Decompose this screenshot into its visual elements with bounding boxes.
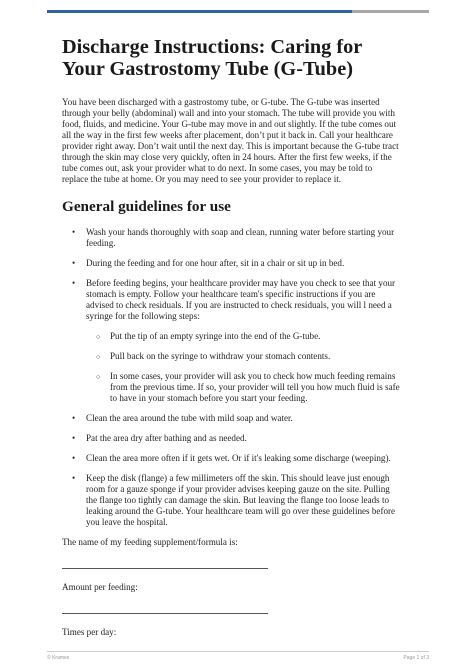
section-heading: General guidelines for use — [62, 198, 231, 215]
guideline-item: • During the feeding and for one hour after, sit in a chair or sit up in bed. — [62, 258, 400, 269]
guidelines-list — [62, 227, 400, 528]
residual-step-item: ○ In some cases, your provider will ask you to check how much feeding remains from the previous time. If so, your provider will tell you how much fluid is safe to have in your stomach before you start your feeding. — [86, 371, 400, 404]
guideline-item: • Clean the area more often if it gets wet. Or if it's leaking some discharge (weeping). — [62, 453, 400, 464]
header-bar — [47, 10, 429, 13]
supplement-blank-line — [62, 568, 268, 569]
intro-paragraph: You have been discharged with a gastrostomy tube, or G-tube. The G-tube was inserted through your belly (abdominal) wall and into your stomach. The tube will provide you with food, fluids, and medicine. Your G-tube may move in and out slightly. If the tube comes out all the way in the first few weeks after placement, don’t put it back in. Call your healthcare provider right away. Don’t wait until the next day. This is important because the G-tube tract through the skin may close very quickly, often in 24 hours. After the first few weeks, if the tube comes out, ask your provider what to do next. In some cases, you may be told to replace the tube at home. Or you may need to see your provider to replace it. — [62, 97, 399, 184]
residual-steps-list — [86, 331, 400, 404]
residual-step-item: ○ Put the tip of an empty syringe into the end of the G-tube. — [86, 331, 400, 342]
supplement-label: The name of my feeding supplement/formula is: — [62, 537, 238, 547]
amount-blank-line — [62, 613, 268, 614]
document-title: Discharge Instructions: Caring for Your Gastrostomy Tube (G-Tube) — [62, 36, 362, 80]
guideline-item: • Wash your hands thoroughly with soap and clean, running water before starting your feeding. — [62, 227, 400, 249]
footer-copyright: © Krames — [47, 655, 70, 661]
guideline-item: • Keep the disk (flange) a few millimeters off the skin. This should leave just enough room for a gauze sponge if your provider advises keeping gauze on the site. Pulling the flange too tightly can damage the skin. But leaving the flange too loose leads to leaking around the G-tube. Your healthcare team will go over these guidelines before you leave the hospital. — [62, 473, 400, 528]
document-body — [62, 36, 400, 638]
guideline-item: • Pat the area dry after bathing and as needed. — [62, 433, 400, 444]
guideline-item: • Before feeding begins, your healthcare provider may have you check to see that your stomach is empty. Follow your healthcare team's specific instructions if you are advised to check residuals. If you are instructed to check residuals, you will l need a syringe for the following steps: ○ Put the tip of an empty syringe into the end of the G-tube. ○ Pull back on the syringe to withdraw your stomach contents. ○ In some cases, your provider will ask you to check how much feeding remains from the previous time. If so, your provider will tell you how much fluid is safe to have in your stomach before you start your feeding. — [62, 278, 400, 404]
residual-step-item: ○ Pull back on the syringe to withdraw your stomach contents. — [86, 351, 400, 362]
footer-divider — [47, 651, 429, 652]
times-label: Times per day: — [62, 627, 117, 637]
footer-page-number: Page 1 of 3 — [403, 655, 429, 661]
guideline-item: • Clean the area around the tube with mild soap and water. — [62, 413, 400, 424]
header-accent-bar — [47, 10, 352, 13]
amount-label: Amount per feeding: — [62, 582, 138, 592]
